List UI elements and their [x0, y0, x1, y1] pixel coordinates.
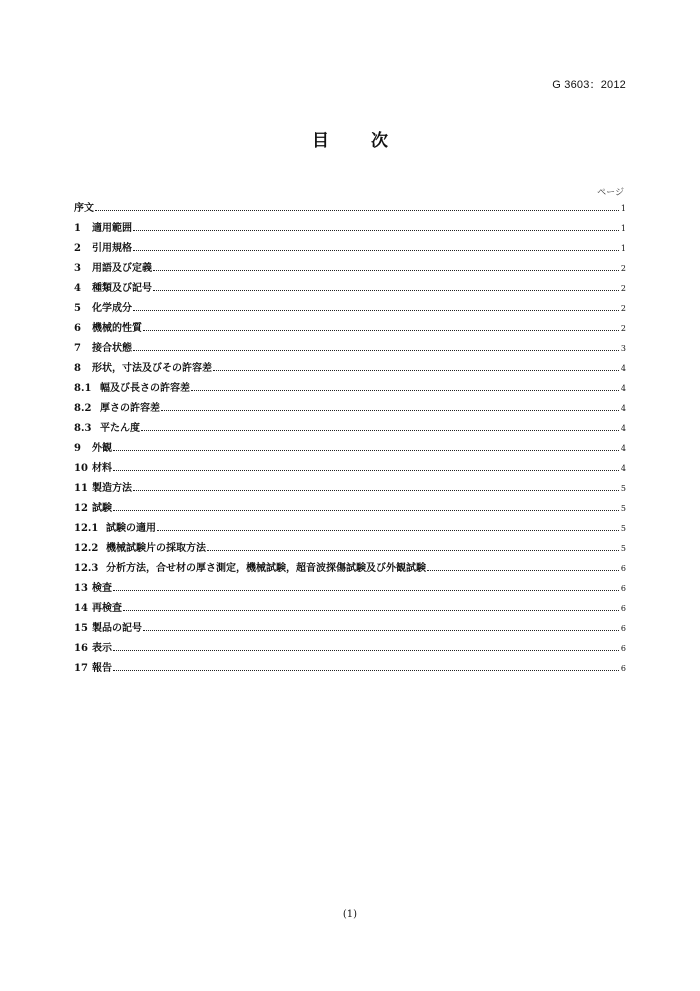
toc-entry-number: 8.2 — [74, 403, 92, 414]
page-title: 目 次 — [312, 131, 406, 151]
toc-dot-leader — [213, 370, 619, 371]
toc-entry-page: 5 — [620, 524, 626, 533]
toc-dot-leader — [133, 310, 619, 311]
toc-entry-title: 接合状態 — [92, 343, 132, 354]
toc-dot-leader — [95, 210, 619, 211]
toc-entry[interactable] — [74, 479, 626, 499]
toc-dot-leader — [143, 630, 619, 631]
toc-entry[interactable] — [74, 339, 626, 359]
toc-entry-number: 12.2 — [74, 543, 99, 554]
toc-entry[interactable] — [74, 579, 626, 599]
toc-entry[interactable] — [74, 639, 626, 659]
toc-dot-leader — [113, 670, 619, 671]
toc-entry-title: 再検査 — [92, 603, 122, 614]
toc-entry-number: 12.1 — [74, 523, 99, 534]
toc-dot-leader — [153, 270, 619, 271]
toc-entry[interactable] — [74, 319, 626, 339]
toc-entry-number: 8.1 — [74, 383, 92, 394]
toc-entry-number: 10 — [74, 463, 88, 474]
toc-entry-page: 1 — [620, 224, 626, 233]
toc-entry-number: 13 — [74, 583, 88, 594]
toc-entry-number: 9 — [74, 443, 81, 454]
toc-entry[interactable] — [74, 259, 626, 279]
toc-entry-title: 用語及び定義 — [92, 263, 152, 274]
toc-entry[interactable] — [74, 399, 626, 419]
toc-dot-leader — [133, 490, 619, 491]
toc-entry-page: 6 — [620, 584, 626, 593]
toc-entry-page: 5 — [620, 544, 626, 553]
toc-entry-page: 2 — [620, 304, 626, 313]
toc-entry-title: 試験の適用 — [106, 523, 156, 534]
toc-entry-number: 8 — [74, 363, 81, 374]
toc-entry-page: 4 — [620, 464, 626, 473]
toc-entry[interactable] — [74, 439, 626, 459]
toc-dot-leader — [133, 350, 619, 351]
toc-entry-title: 序文 — [74, 203, 94, 214]
toc-entry-title: 平たん度 — [100, 423, 140, 434]
toc-entry-page: 4 — [620, 444, 626, 453]
toc-entry-number: 2 — [74, 243, 81, 254]
toc-entry-title: 引用規格 — [92, 243, 132, 254]
toc-entry[interactable] — [74, 499, 626, 519]
toc-entry-page: 2 — [620, 284, 626, 293]
toc-entry-number: 7 — [74, 343, 81, 354]
toc-entry-title: 化学成分 — [92, 303, 132, 314]
toc-entry-number: 12.3 — [74, 563, 99, 574]
toc-entry-page: 4 — [620, 384, 626, 393]
toc-entry-number: 6 — [74, 323, 81, 334]
toc-entry-number: 11 — [74, 483, 88, 494]
toc-entry[interactable] — [74, 199, 626, 219]
toc-entry-title: 適用範囲 — [92, 223, 132, 234]
toc-dot-leader — [141, 430, 619, 431]
toc-entry[interactable] — [74, 299, 626, 319]
toc-entry-number: 3 — [74, 263, 81, 274]
toc-entry[interactable] — [74, 599, 626, 619]
toc-dot-leader — [191, 390, 619, 391]
toc-entry-title: 材料 — [92, 463, 112, 474]
page-number: (1) — [342, 909, 358, 920]
toc-entry-title: 外観 — [92, 443, 112, 454]
toc-entry[interactable] — [74, 459, 626, 479]
toc-entry-title: 報告 — [92, 663, 112, 674]
toc-entry-page: 6 — [620, 644, 626, 653]
page-column-label: ページ — [597, 188, 624, 198]
toc-entry-page: 2 — [620, 264, 626, 273]
toc-entry-number: 4 — [74, 283, 81, 294]
document-id: G 3603：2012 — [552, 79, 626, 91]
toc-entry-title: 分析方法，合せ材の厚さ測定，機械試験，超音波探傷試験及び外観試験 — [106, 563, 426, 574]
toc-dot-leader — [133, 250, 619, 251]
toc-dot-leader — [153, 290, 619, 291]
toc-entry[interactable] — [74, 279, 626, 299]
toc-entry-number: 12 — [74, 503, 88, 514]
toc-entry-page: 3 — [620, 344, 626, 353]
toc-entry-page: 6 — [620, 624, 626, 633]
toc-entry-page: 4 — [620, 364, 626, 373]
table-of-contents — [74, 199, 626, 679]
toc-entry-title: 試験 — [92, 503, 112, 514]
toc-entry-page: 4 — [620, 424, 626, 433]
toc-entry-title: 表示 — [92, 643, 112, 654]
toc-entry-number: 14 — [74, 603, 88, 614]
toc-entry-title: 検査 — [92, 583, 112, 594]
toc-entry-page: 6 — [620, 604, 626, 613]
toc-entry[interactable] — [74, 219, 626, 239]
toc-dot-leader — [143, 330, 619, 331]
toc-dot-leader — [113, 650, 619, 651]
toc-dot-leader — [113, 590, 619, 591]
toc-entry-page: 2 — [620, 324, 626, 333]
toc-entry-number: 15 — [74, 623, 88, 634]
toc-entry-title: 機械的性質 — [92, 323, 142, 334]
toc-entry[interactable] — [74, 659, 626, 679]
toc-entry-page: 6 — [620, 564, 626, 573]
toc-entry-page: 1 — [620, 244, 626, 253]
toc-entry-title: 厚さの許容差 — [100, 403, 160, 414]
toc-entry[interactable] — [74, 359, 626, 379]
toc-entry-number: 1 — [74, 223, 81, 234]
toc-entry-page: 5 — [620, 504, 626, 513]
toc-dot-leader — [133, 230, 619, 231]
toc-entry[interactable] — [74, 419, 626, 439]
toc-dot-leader — [157, 530, 619, 531]
toc-dot-leader — [427, 570, 619, 571]
toc-entry[interactable] — [74, 239, 626, 259]
toc-dot-leader — [113, 470, 619, 471]
toc-entry-number: 5 — [74, 303, 81, 314]
toc-entry-number: 17 — [74, 663, 88, 674]
toc-entry[interactable] — [74, 379, 626, 399]
toc-dot-leader — [161, 410, 619, 411]
toc-entry-page: 1 — [620, 204, 626, 213]
toc-entry-page: 6 — [620, 664, 626, 673]
toc-entry[interactable] — [74, 619, 626, 639]
toc-entry[interactable] — [74, 559, 626, 579]
toc-entry-title: 機械試験片の採取方法 — [106, 543, 206, 554]
toc-dot-leader — [123, 610, 619, 611]
toc-entry[interactable] — [74, 539, 626, 559]
toc-dot-leader — [113, 450, 619, 451]
toc-entry-number: 8.3 — [74, 423, 92, 434]
toc-dot-leader — [113, 510, 619, 511]
toc-dot-leader — [207, 550, 619, 551]
toc-entry-page: 4 — [620, 404, 626, 413]
toc-entry-page: 5 — [620, 484, 626, 493]
toc-entry-number: 16 — [74, 643, 88, 654]
toc-entry-title: 幅及び長さの許容差 — [100, 383, 190, 394]
toc-entry-title: 製造方法 — [92, 483, 132, 494]
toc-entry-title: 形状，寸法及びその許容差 — [92, 363, 212, 374]
toc-entry-title: 製品の記号 — [92, 623, 142, 634]
toc-entry[interactable] — [74, 519, 626, 539]
toc-entry-title: 種類及び記号 — [92, 283, 152, 294]
